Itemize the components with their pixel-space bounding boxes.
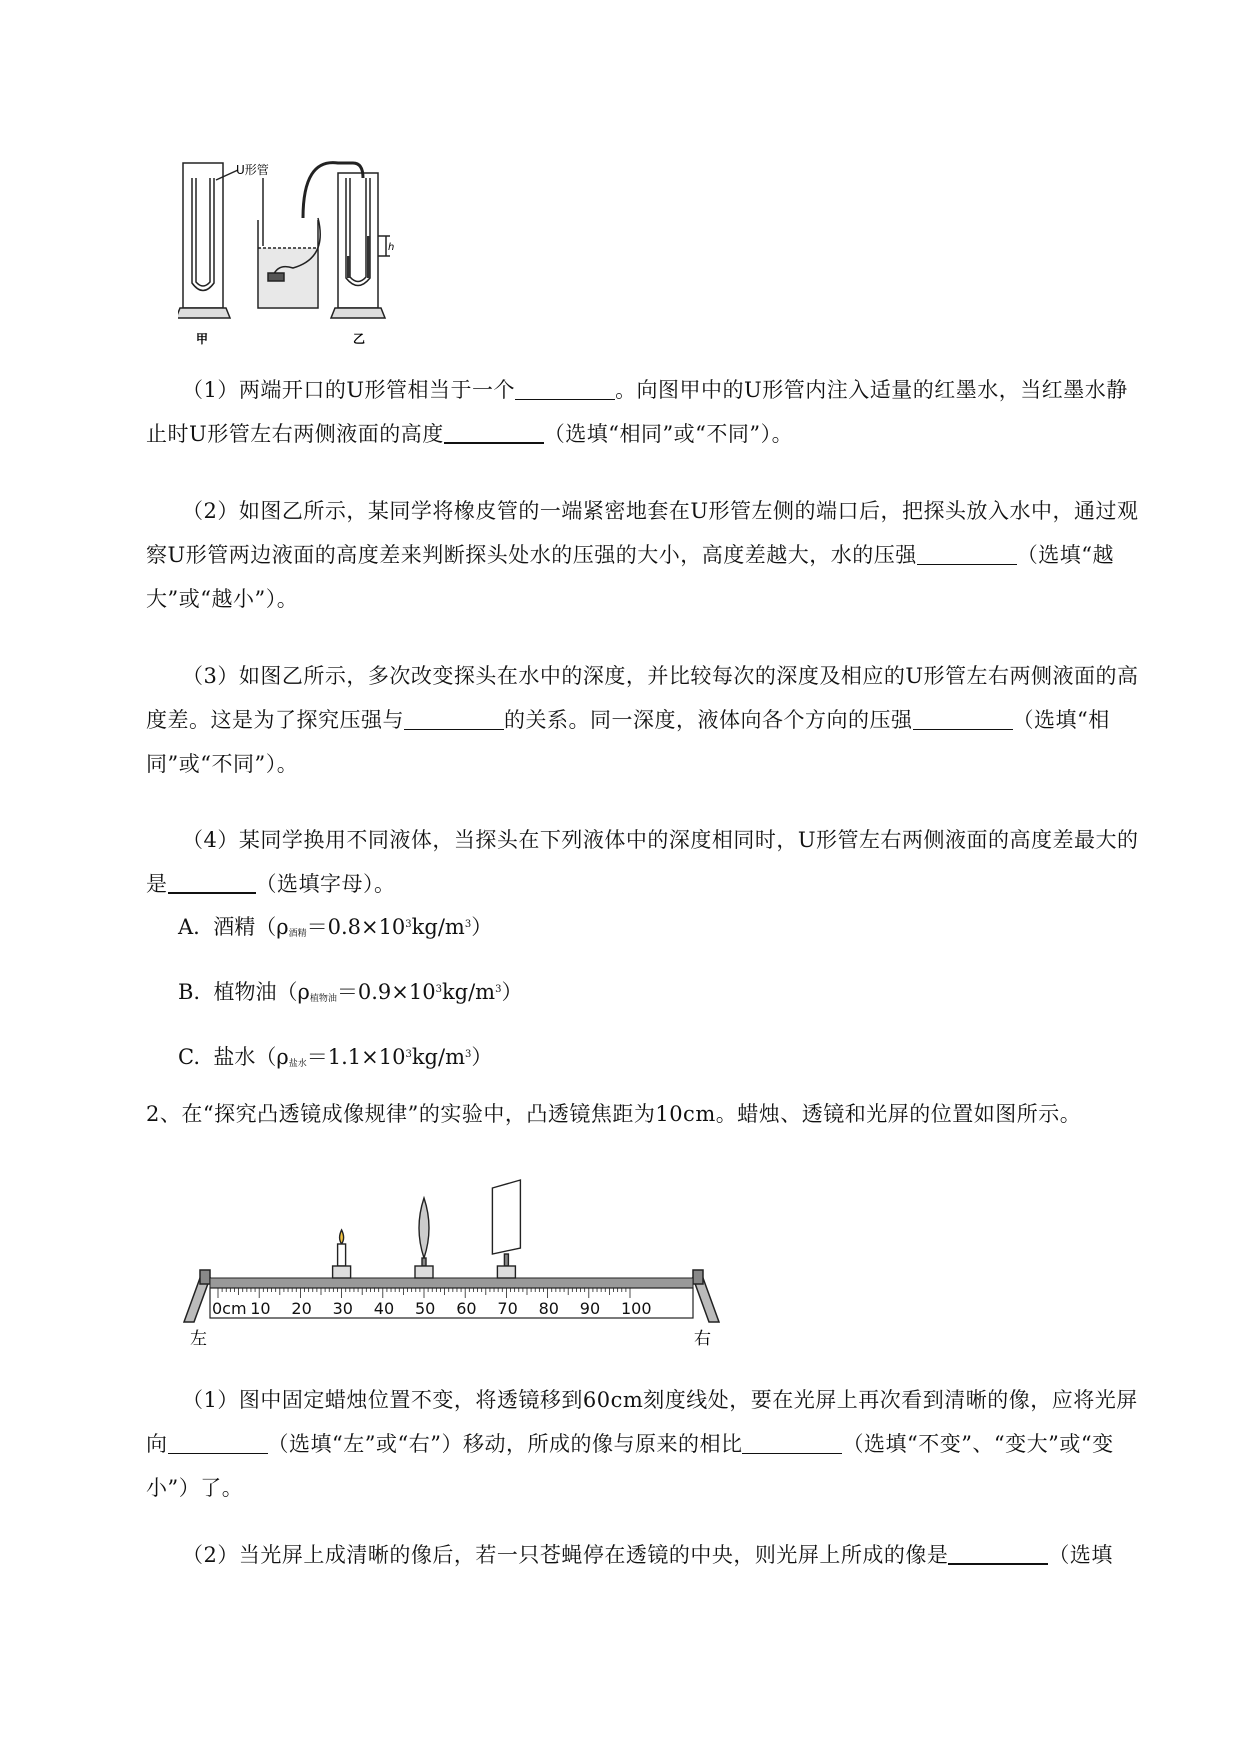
ruler-tick-label: 20 (291, 1299, 312, 1318)
convex-lens (415, 1198, 433, 1278)
ruler-tick-label: 70 (497, 1299, 518, 1318)
q2-p1-blank-2 (742, 1431, 842, 1454)
beaker (258, 178, 320, 308)
q1-p3-text-b: 的关系。同一深度，液体向各个方向的压强 (504, 708, 913, 732)
option-a: A. 酒精$(\rho_{酒精}=0.8\times 10^3kg/m^3)$ (178, 915, 493, 939)
gauge-jia (178, 163, 238, 318)
q1-p2-blank-1 (917, 542, 1017, 565)
q1-p1-text-b: 。向图甲中的U形管内注入适量的红墨水，当红墨水静止时U形管左右两侧液面的高度 (146, 378, 1128, 446)
q1-p3-text-a: （3）如图乙所示，多次改变探头在水中的深度，并比较每次的深度及相应的U形管左右两侧液面的高度差。这是为了探究压强与 (146, 664, 1139, 732)
option-c: C. 盐水$(\rho_{盐水}=1.1\times 10^3kg/m^3)$ (178, 1045, 493, 1069)
rubber-tube (303, 163, 363, 218)
ruler-tick-label: 0cm (212, 1299, 247, 1318)
label-left: 左 (190, 1329, 207, 1349)
ruler-tick-label: 60 (456, 1299, 477, 1318)
ruler-tick-label: 10 (250, 1299, 271, 1318)
utube-label: U形管 (236, 163, 269, 177)
q1-p3-text-c: （选填“相同”或“不同”）。 (146, 708, 1110, 776)
u-tube-figure (178, 158, 428, 363)
q1-p3-blank-1 (404, 707, 504, 730)
label-right: 右 (694, 1329, 711, 1349)
ruler (210, 1278, 693, 1318)
q1-p1-text-a: （1）两端开口的U形管相当于一个 (182, 378, 516, 402)
q1-p2-text-a: （2）如图乙所示，某同学将橡皮管的一端紧密地套在U形管左侧的端口后，把探头放入水中，通过观察U形管两边液面的高度差来判断探头处水的压强的大小，高度差越大，水的压强 (146, 499, 1139, 567)
q2-p2-text-a: （2）当光屏上成清晰的像后，若一只苍蝇停在透镜的中央，则光屏上所成的像是 (182, 1543, 949, 1567)
q1-p1-text-c: （选填“相同”或“不同”）。 (543, 422, 794, 446)
q1-p3-blank-2 (913, 707, 1013, 730)
label-yi: 乙 (353, 332, 366, 346)
q2-p1-text-c: （选填“不变”、“变大”或“变小”）了。 (146, 1432, 1114, 1500)
q1-p1-blank-1 (515, 377, 615, 400)
q2-part1 (146, 1378, 1146, 1510)
q1-p4-text-b: （选填字母）。 (255, 872, 396, 896)
h-label: h (388, 242, 395, 253)
q2-p1-text-a: （1）图中固定蜡烛位置不变，将透镜移到60cm刻度线处，要在光屏上再次看到清晰的像，应将光屏向 (146, 1388, 1138, 1456)
option-b: B. 植物油$(\rho_{植物油}=0.9\times 10^3kg/m^3)$ (178, 980, 523, 1004)
gauge-yi (331, 173, 390, 318)
q2-p2-blank-1 (948, 1541, 1048, 1565)
q1-part3 (146, 654, 1146, 786)
q2-p1-text-b: （选填“左”或“右”）移动，所成的像与原来的相比 (267, 1432, 743, 1456)
ruler-tick-label: 90 (579, 1299, 601, 1318)
candle (333, 1230, 351, 1278)
q1-p2-text-b: （选填“越大”或“越小”）。 (146, 543, 1114, 611)
ruler-tick-label: 80 (538, 1299, 559, 1318)
q2-part2 (146, 1533, 1146, 1577)
light-screen (492, 1180, 520, 1278)
optical-bench-figure (178, 1160, 738, 1350)
q1-p4-blank-1 (168, 870, 256, 894)
q1-part4 (146, 818, 1146, 906)
q1-p4-text-a: （4）某同学换用不同液体，当探头在下列液体中的深度相同时，U形管左右两侧液面的高度差最大的是 (146, 828, 1139, 896)
q2-p2-text-b: （选填 (1048, 1543, 1113, 1567)
ruler-tick-label: 50 (415, 1299, 436, 1318)
ruler-tick-label: 30 (332, 1299, 353, 1318)
q1-part2 (146, 489, 1146, 621)
q1-p1-blank-2 (444, 420, 544, 444)
label-jia: 甲 (196, 332, 209, 346)
ruler-tick-label: 40 (373, 1299, 395, 1318)
q2-stem: 2、在“探究凸透镜成像规律”的实验中，凸透镜焦距为10cm。蜡烛、透镜和光屏的位置如图所示。 (146, 1102, 1082, 1126)
q1-part1 (146, 368, 1146, 456)
q2-p1-blank-1 (168, 1431, 268, 1454)
ruler-tick-label: 100 (621, 1299, 652, 1318)
